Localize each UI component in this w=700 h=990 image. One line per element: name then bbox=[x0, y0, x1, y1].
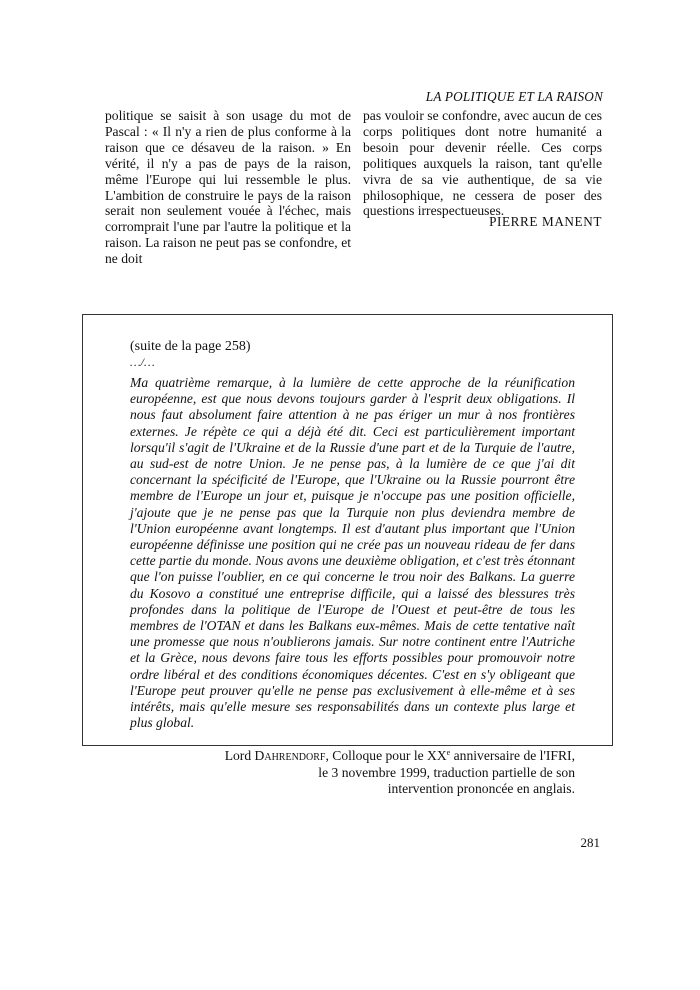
attribution-line-2: le 3 novembre 1999, traduction partielle de son bbox=[318, 764, 575, 780]
quotation-box bbox=[82, 314, 613, 797]
attribution-name: Dahrendorf bbox=[254, 748, 326, 764]
continuation-ellipsis: …/… bbox=[130, 355, 155, 369]
quotation-box-content bbox=[130, 339, 575, 798]
continuation-reference: (suite de la page 258) bbox=[130, 339, 251, 354]
attribution-event: , Colloque pour le XX bbox=[325, 748, 447, 764]
attribution-line-3: intervention prononcée en anglais. bbox=[387, 781, 575, 797]
quotation-text: Ma quatrième remarque, à la lumière de cette approche de la réunification européenne, est que nous devons toujours garder à l'esprit deux obligations. Il nous faut absolument faire attention à ne pas ériger un mur à nos frontières externes. Je répète ce qui a déjà été dit. Ceci est particulièrement important lorsqu'il s'agit de l'Ukraine et de la Russie d'une part et de la Turquie de l'autre, au sud-est de notre Union. Je ne pense pas, à la lumière de ce que j'ai dit concernant la spécificité de l'Europe, que l'Ukraine ou la Russie pourront être membre de l'Europe un jour et, puisque je n'occupe pas une position officielle, j'ajoute que je ne pense pas que la Turquie non plus deviendra membre de l'Union européenne avant longtemps. Il est d'autant plus important que l'Union européenne définisse une position qui ne crée pas un nouveau rideau de fer dans cette partie du monde. Nous avons une deuxième obligation, et c'est très étonnant que l'on puisse l'oublier, en ce qui concerne le trou noir des Balkans. La guerre du Kosovo a constitué une entreprise difficile, qui a laissé des blessures très profondes dans la politique de l'Europe de l'Ouest et peut-être de tous les membres de l'OTAN et dans les Balkans eux-mêmes. Mais de cette tentative naît une promesse que nous n'oublierons jamais. Sur notre continent entre l'Autriche et la Grèce, nous devons faire tous les efforts possibles pour promouvoir notre ordre libéral et des conditions économiques décentes. C'est en s'y obligeant que l'Europe peut prouver qu'elle ne pense pas exclusivement à elle-même et à ses intérêts, mais qu'elle mesure ses responsabilités dans un contexte plus large et plus global. bbox=[130, 375, 575, 731]
attribution-event-end: anniversaire de l'IFRI, bbox=[450, 748, 575, 764]
column-left-text: politique se saisit à son usage du mot de Pascal : « Il n'y a rien de plus conforme à la raison que ce désaveu de la raison. » En vérité, il n'y a pas de pays de la raison, même l'Europe qui lui ressemble le plus. L'ambition de construire le pays de la raison serait non seulement vouée à l'échec, mais corromprait l'une par l'autre la politique et la raison. La raison ne peut pas se confondre, et ne doit bbox=[105, 108, 351, 267]
page-number: 281 bbox=[580, 835, 600, 850]
column-right-text: pas vouloir se confondre, avec aucun de ces corps politiques dont notre humanité a besoin pour devenir réelle. Ces corps politiques auxquels la raison, tant qu'elle vivra de sa vie authentique, de sa vie philosophique, ne cessera de poser des questions irrespectueuses. bbox=[363, 108, 602, 219]
author-signature: PIERRE MANENT bbox=[489, 214, 602, 229]
attribution-prefix: Lord bbox=[224, 748, 255, 764]
running-head: LA POLITIQUE ET LA RAISON bbox=[425, 89, 603, 104]
quotation-attribution bbox=[130, 745, 575, 798]
attribution-line-1 bbox=[130, 745, 575, 765]
attribution-superscript: e bbox=[446, 748, 451, 758]
